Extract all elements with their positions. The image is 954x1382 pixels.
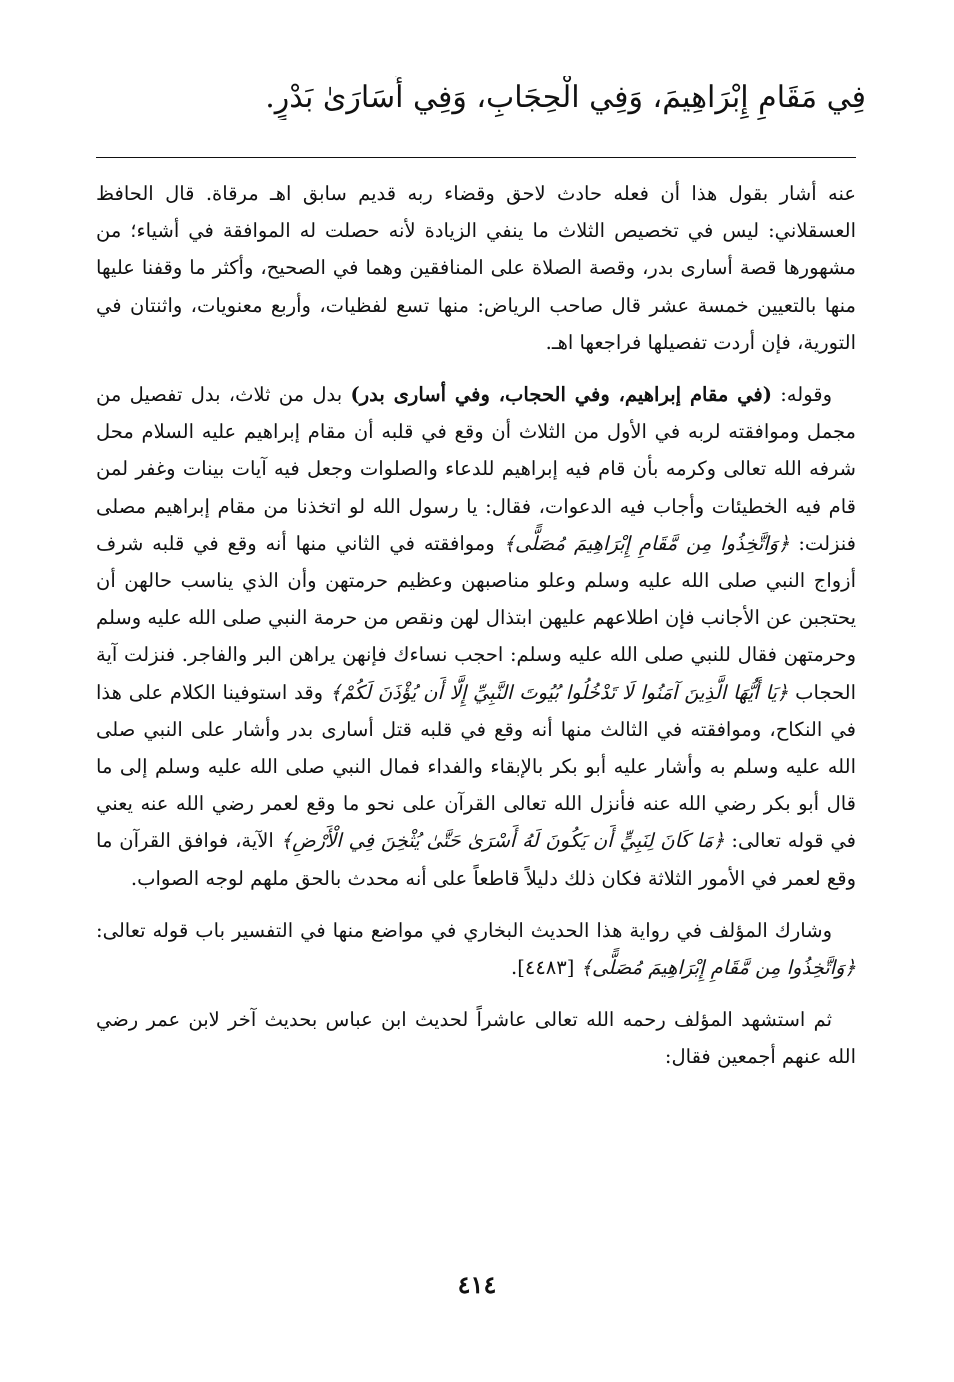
hadith-reference-number: [٤٤٨٣].: [511, 956, 581, 980]
quran-verse-2: ﴿يَا أَيُّهَا الَّذِينَ آمَنُوا لَا تَدْخُلُوا بُيُوتَ النَّبِيِّ إِلَّا أَن يُؤْذَنَ لَكُمْ﴾: [329, 680, 789, 704]
quran-verse-4: ﴿وَاتَّخِذُوا مِن مَّقَامِ إِبْرَاهِيمَ مُصَلًّى﴾: [580, 956, 856, 980]
paragraph-3-text: وشارك المؤلف في رواية هذا الحديث البخاري في مواضع منها في التفسير باب قوله تعالى:: [96, 918, 832, 942]
commentary-text: [96, 175, 856, 1076]
separator-rule: [96, 157, 856, 158]
hadith-continuation-line: فِي مَقَامِ إِبْرَاهِيمَ، وَفِي الْحِجَابِ، وَفِي أُسَارَىٰ بَدْرٍ.: [265, 80, 866, 115]
quran-verse-3: ﴿مَا كَانَ لِنَبِيٍّ أَن يَكُونَ لَهُ أَسْرَىٰ حَتَّىٰ يُثْخِنَ فِي الْأَرْضِ﴾: [280, 829, 725, 853]
paragraph-1: عنه أشار بقول هذا أن فعله حادث لاحق وقضاء ربه قديم سابق اهـ مرقاة. قال الحافظ العسقلاني: ليس في تخصيص الثلاث ما ينفي الزيادة لأنه حصلت له الموافقة في أشياء؛ من مشهورها قصة أسارى بدر، وقصة الصلاة على المنافقين وهما في الصحيح، وأكثر ما وقفنا عليها منها بالتعيين خمسة عشر قال صاحب الرياض: منها تسع لفظيات، وأربع معنويات، واثنتان في التورية، فإن أردت تفصيلها فراجعها اهـ.: [96, 182, 856, 354]
page-number: ٤١٤: [457, 1270, 497, 1299]
paragraph-3: [96, 912, 856, 986]
hadith-quote: (في مقام إبراهيم، وفي الحجاب، وفي أسارى بدر): [350, 383, 772, 407]
paragraph-2-text-1: بدل من ثلاث، بدل تفصيل من مجمل وموافقته لربه في الأول من الثلاث أن وقع في قلبه أن مقام إبراهيم عليه السلام محل شرفه الله تعالى وكرمه بأن قام فيه إبراهيم للدعاء والصلوات وجعل فيه آيات بينات وغفر لمن قام فيه الخطيئات وأجاب فيه الدعوات، فقال: يا رسول الله لو اتخذنا من مقام إبراهيم مصلى فنزلت:: [96, 383, 856, 555]
paragraph-2: [96, 376, 856, 897]
paragraph-4: ثم استشهد المؤلف رحمه الله تعالى عاشراً لحديث ابن عباس بحديث آخر لابن عمر رضي الله عنهم أجمعين فقال:: [96, 1008, 856, 1069]
quran-verse-1: ﴿وَاتَّخِذُوا مِن مَّقَامِ إِبْرَاهِيمَ مُصَلًّى﴾: [503, 531, 790, 555]
paragraph-2-text-4: الآية، فوافق القرآن ما وقع لعمر في الأمور الثلاثة فكان ذلك دليلاً قاطعاً على أنه محدث بالحق ملهم لوجه الصواب.: [96, 829, 856, 890]
paragraph-2-text-2: وموافقته في الثاني منها أنه وقع في قلبه شرف أزواج النبي صلى الله عليه وسلم وعلو مناصبهن وعظيم حرمتهن وأن الذي يناسب حالهن أن يحتجبن عن الأجانب فإن اطلاعهم عليهن ابتذال لهن ونقص من حرمة النبي صلى الله عليه وسلم وحرمتهن فقال للنبي صلى الله عليه وسلم: احجب نساءك فإنهن يراهن البر والفاجر. فنزلت آية الحجاب: [96, 531, 856, 704]
paragraph-2-prefix: وقوله:: [771, 383, 833, 407]
paragraph-2-text-3: وقد استوفينا الكلام على هذا في النكاح، وموافقته في الثالث منها أنه وقع في قلبه قتل أسارى بدر وأشار على النبي صلى الله عليه وسلم به وأشار عليه أبو بكر بالإبقاء والفداء فمال النبي صلى الله عليه وسلم إلى ما قال أبو بكر رضي الله عنه فأنزل الله تعالى القرآن على نحو ما وقع لعمر رضي الله عنه يعني في قوله تعالى:: [96, 680, 856, 853]
